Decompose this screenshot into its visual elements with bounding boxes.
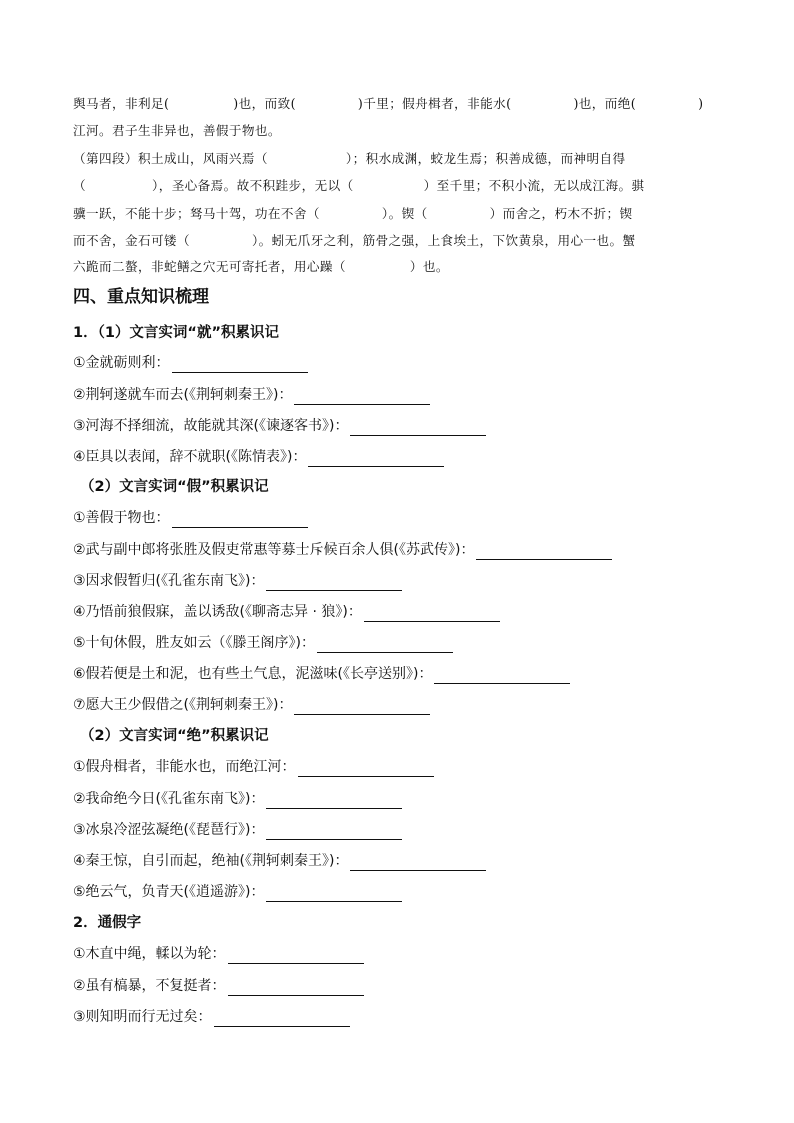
passage-text-segment: 骥一跃，不能十步；驽马十驾，功在不舍（: [73, 206, 320, 221]
passage-line: [73, 123, 733, 139]
question-text: ②荆轲遂就车而去(《荆轲刺秦王》)：: [73, 387, 293, 403]
question-text: ①木直中绳，輮以为轮：: [73, 946, 226, 962]
answer-line[interactable]: [317, 636, 453, 653]
passage-text-segment: ）也。: [409, 259, 449, 274]
exercise-item: [73, 757, 434, 777]
question-text: ②我命绝今日(《孔雀东南飞》)：: [73, 791, 265, 807]
passage-text-segment: )也，而致(: [233, 96, 296, 111]
passage-line: [73, 151, 733, 167]
question-text: ②虽有槁暴，不复挺者：: [73, 978, 226, 994]
passage-text-segment: ): [698, 96, 704, 111]
exercise-item: [73, 633, 453, 653]
heading-tongjiazi: 2．通假字: [73, 915, 142, 931]
fill-blank[interactable]: [511, 96, 573, 112]
exercise-item: [73, 944, 364, 964]
exercise-item: [73, 602, 500, 622]
passage-text-segment: 六跪而二螯，非蛇鳝之穴无可寄托者，用心躁（: [73, 259, 346, 274]
question-text: ⑥假若便是土和泥，也有些土气息，泥滋味(《长亭送别》)：: [73, 666, 433, 682]
fill-blank[interactable]: [268, 151, 346, 167]
passage-text-segment: ）。蚓无爪牙之利，筋骨之强，上食埃土，下饮黄泉，用心一也。蟹: [251, 233, 636, 248]
question-text: ⑦愿大王少假借之(《荆轲刺秦王》)：: [73, 697, 293, 713]
passage-text-segment: ），圣心备焉。故不积跬步，无以（: [152, 178, 354, 193]
passage-line: [73, 96, 733, 112]
exercise-item: [73, 695, 430, 715]
passage-text-segment: ）至千里；不积小流，无以成江海。骐: [423, 178, 645, 193]
question-text: ②武与副中郎将张胜及假吏常惠等募士斥候百余人俱(《苏武传》)：: [73, 542, 475, 558]
passage-text-segment: 而不舍，金石可镂（: [73, 233, 190, 248]
question-text: ④臣具以表闻，辞不就职(《陈情表》)：: [73, 449, 307, 465]
exercise-item: [73, 976, 364, 996]
answer-line[interactable]: [294, 698, 430, 715]
passage-line: [73, 233, 733, 249]
exercise-item: [73, 540, 612, 560]
exercise-item: [73, 789, 402, 809]
question-text: ③则知明而行无过矣：: [73, 1009, 212, 1025]
exercise-item: [73, 447, 444, 467]
exercise-item: [73, 882, 402, 902]
exercise-item: [73, 1007, 350, 1027]
question-text: ①假舟楫者，非能水也，而绝江河：: [73, 759, 296, 775]
passage-text-segment: （第四段）积土成山，风雨兴焉（: [73, 151, 268, 166]
question-text: ⑤绝云气，负青天(《逍遥游》)：: [73, 884, 265, 900]
exercise-item: [73, 851, 486, 871]
fill-blank[interactable]: [190, 233, 252, 249]
exercise-item: [73, 820, 402, 840]
passage-line: [73, 206, 733, 222]
answer-line[interactable]: [214, 1010, 350, 1027]
exercise-item: [73, 508, 308, 528]
question-text: ①善假于物也：: [73, 510, 170, 526]
answer-line[interactable]: [266, 574, 402, 591]
heading-jue: （2）文言实词“绝”积累识记: [80, 728, 269, 744]
answer-line[interactable]: [228, 947, 364, 964]
answer-line[interactable]: [298, 760, 434, 777]
heading-jia: （2）文言实词“假”积累识记: [80, 479, 269, 495]
question-text: ①金就砺则利：: [73, 355, 170, 371]
fill-blank[interactable]: [86, 178, 152, 194]
fill-blank[interactable]: [636, 96, 698, 112]
question-text: ③因求假暂归(《孔雀东南飞》)：: [73, 573, 265, 589]
answer-line[interactable]: [228, 979, 364, 996]
answer-line[interactable]: [266, 823, 402, 840]
passage-text-segment: （: [73, 178, 86, 193]
passage-text-segment: ）；积水成渊，蛟龙生焉；积善成德，而神明自得: [345, 151, 626, 166]
answer-line[interactable]: [172, 356, 308, 373]
fill-blank[interactable]: [428, 206, 490, 222]
question-text: ④乃悟前狼假寐，盖以诱敌(《聊斋志异 · 狼》)：: [73, 604, 362, 620]
question-text: ③冰泉冷涩弦凝绝(《琵琶行》)：: [73, 822, 265, 838]
passage-text-segment: 江河。君子生非异也，善假于物也。: [73, 123, 281, 138]
passage-line: [73, 259, 733, 275]
heading-jiu: 1．（1）文言实词“就”积累识记: [73, 325, 279, 341]
fill-blank[interactable]: [169, 96, 233, 112]
exercise-item: [73, 353, 308, 373]
answer-line[interactable]: [266, 885, 402, 902]
passage-line: [73, 178, 733, 194]
answer-line[interactable]: [364, 605, 500, 622]
fill-blank[interactable]: [320, 206, 382, 222]
fill-blank[interactable]: [296, 96, 358, 112]
question-text: ③河海不择细流，故能就其深(《谏逐客书》)：: [73, 418, 349, 434]
passage-text-segment: ）。锲（: [381, 206, 428, 221]
passage-text-segment: ）而舍之，朽木不折；锲: [489, 206, 633, 221]
answer-line[interactable]: [294, 388, 430, 405]
answer-line[interactable]: [308, 450, 444, 467]
passage-text-segment: 舆马者，非利足(: [73, 96, 170, 111]
fill-blank[interactable]: [346, 259, 410, 275]
fill-blank[interactable]: [354, 178, 424, 194]
question-text: ④秦王惊，自引而起，绝袖(《荆轲刺秦王》)：: [73, 853, 349, 869]
exercise-item: [73, 385, 430, 405]
answer-line[interactable]: [350, 419, 486, 436]
passage-text-segment: )千里；假舟楫者，非能水(: [357, 96, 512, 111]
answer-line[interactable]: [476, 543, 612, 560]
answer-line[interactable]: [172, 511, 308, 528]
answer-line[interactable]: [266, 792, 402, 809]
exercise-item: [73, 416, 486, 436]
answer-line[interactable]: [434, 667, 570, 684]
section-title: 四、重点知识梳理: [73, 287, 209, 307]
question-text: ⑤十旬休假，胜友如云（《滕王阁序》)：: [73, 635, 316, 651]
passage-text-segment: )也，而绝(: [573, 96, 637, 111]
exercise-item: [73, 664, 570, 684]
exercise-item: [73, 571, 402, 591]
answer-line[interactable]: [350, 854, 486, 871]
